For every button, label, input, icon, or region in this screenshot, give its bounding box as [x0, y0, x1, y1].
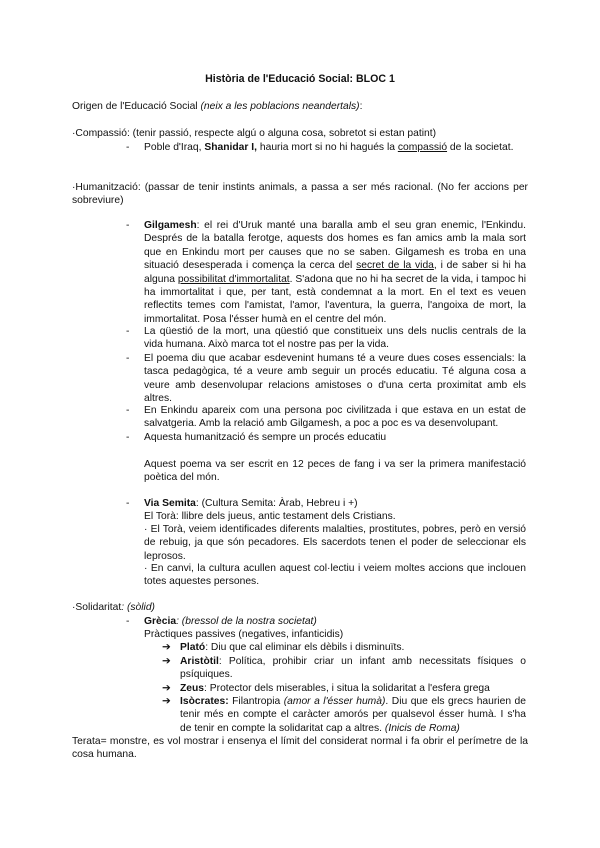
tora-paragraph: · El Torà, veiem identificades diferents malalties, prostitutes, pobres, però en versió de rebuig, ja que són pecadores. Els sacerdots tenen el poder de seleccionar els leprosos. [144, 524, 526, 562]
compassio-heading [72, 127, 532, 140]
solidaritat-desc: : (sòlid) [121, 602, 155, 613]
document-title: Història de l'Educació Social: BLOC 1 [205, 73, 395, 85]
cultura-paragraph: · En canvi, la cultura acullen aquest col·lectiu i veiem moltes accions que inclouen totes aquestes persones. [144, 563, 526, 588]
bullet-dash: - [126, 353, 130, 364]
bullet-dash: - [126, 220, 130, 231]
bullet-dash: - [126, 405, 130, 416]
arrow-bullet-icon: ➔ [162, 683, 171, 694]
compassio-desc: : (tenir passió, respecte algú o alguna cosa, sobretot si estan patint) [126, 128, 437, 139]
enkindu-paragraph: En Enkindu apareix com una persona poc civilitzada i que estava en un estat de salvatgeria. Amb la relació amb Gilgamesh, a poc a poc es va desenvolupant. [144, 405, 526, 430]
procés-educatiu-line: Aquesta humanització és sempre un procés educatiu [144, 432, 387, 443]
humanitzacio-label: ·Humanització [72, 182, 138, 193]
origin-label: Origen de l'Educació Social [72, 101, 201, 112]
poema-paragraph: El poema diu que acabar esdevenint humans té a veure dues coses essencials: la tasca pedagògica, té a veure amb seguir un procés educatiu. Té alguna cosa a veure amb desenvolupar relacions amistoses o d'una certa proximitat amb els altres. [144, 353, 526, 405]
origin-line [72, 100, 532, 113]
humanitzacio-heading [72, 181, 528, 208]
poem-note: Aquest poema va ser escrit en 12 peces de fang i va ser la primera manifestació poètica del món. [144, 459, 526, 484]
via-semita-heading: Via Semita: (Cultura Semita: Àrab, Hebreu i +) [144, 498, 358, 509]
plato-item: Plató: Diu que cal eliminar els dèbils i disminuïts. [180, 642, 405, 653]
bullet-dash: - [126, 616, 130, 627]
bullet-dash: - [126, 142, 130, 153]
compassio-keyword: compassió [397, 142, 448, 153]
gilgamesh-label: Gilgamesh [144, 220, 197, 231]
terata-paragraph: Terata= monstre, es vol mostrar i ensenya el límit del considerat normal i fa obrir el perímetre de la cosa humana. [72, 736, 528, 761]
via-semita-label: Via Semita [144, 498, 196, 509]
mort-paragraph: La qüestió de la mort, una qüestió que constitueix uns dels nuclis centrals de la vida humana. Això marca tot el nostre pas per la vida. [144, 326, 526, 351]
solidaritat-label: ·Solidaritat [72, 602, 122, 613]
compassio-item: Poble d'Iraq, Shanidar I, hauria mort si no hi hagués la compassió de la societat. [144, 142, 514, 153]
origin-note: (neix a les poblacions neandertals) [200, 101, 360, 112]
isocrates-item: Isòcrates: Filantropia (amor a l'ésser humà). Diu que els grecs haurien de tenir més en compte el caràcter amorós per qualsevol ésser humà. I s'ha de tenir en compte la solidaritat cap a altres. (Inicis de Roma) [180, 696, 526, 734]
arrow-bullet-icon: ➔ [162, 696, 171, 707]
tora-line: El Torà: llibre dels jueus, antic testament dels Cristians. [144, 511, 396, 522]
shanidar-name: Shanidar I, [204, 142, 258, 153]
aristotil-item: Aristòtil: Política, prohibir criar un infant amb necessitats físiques o psíquiques. [180, 656, 526, 681]
grecia-heading: Grècia: (bressol de la nostra societat) [144, 616, 317, 627]
bullet-dash: - [126, 326, 130, 337]
origin-colon: : [359, 101, 363, 112]
humanitzacio-desc: : (passar de tenir instints animals, a passa a ser més racional. (No fer accions per sobreviure) [72, 182, 528, 207]
gilgamesh-paragraph: Gilgamesh: el rei d'Uruk manté una baralla amb el seu gran enemic, l'Enkindu. Després de la batalla ferotge, aquests dos homes es fan amics amb la mala sort que en Enkindu mort per causes que no se saben. Gilgamesh es troba en una situació desesperada i comença la cerca del secret de la vida, i de saber si hi ha alguna possibilitat d'immortalitat. S'adona que no hi ha secret de la vida, i tampoc hi ha immortalitat i que, per tant, està condemnat a la mort. En el text es veuen reflectits temes com l'amistat, l'amor, l'aventura, la guerra, l'angoixa de mort, la immortalitat. Posa l'ésser humà en el centre del món. [144, 220, 526, 325]
compassio-label: ·Compassió [72, 128, 127, 139]
bullet-dash: - [126, 498, 130, 509]
solidaritat-heading [72, 601, 532, 614]
practiques-line: Pràctiques passives (negatives, infanticidis) [144, 629, 344, 640]
arrow-bullet-icon: ➔ [162, 642, 171, 653]
arrow-bullet-icon: ➔ [162, 656, 171, 667]
zeus-item: Zeus: Protector dels miserables, i situa la solidaritat a l'esfera grega [180, 683, 490, 694]
grecia-label: Grècia [144, 616, 177, 627]
bullet-dash: - [126, 432, 130, 443]
